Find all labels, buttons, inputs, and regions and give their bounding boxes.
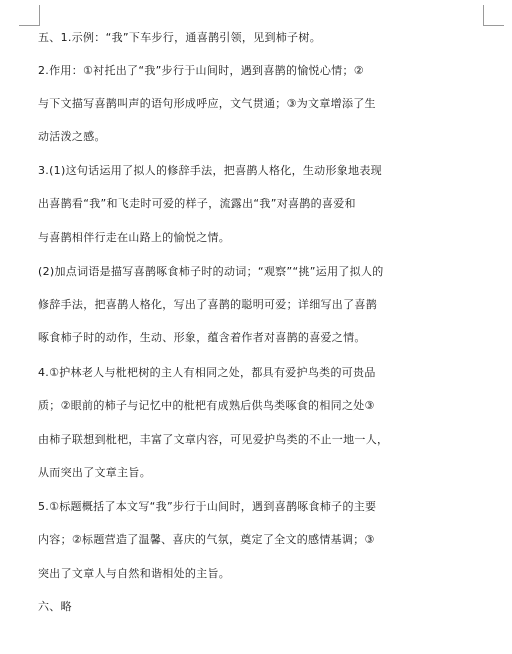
text-line: 动活泼之感。: [38, 130, 106, 143]
text-line: 5.①标题概括了本文写“我”步行于山间时，遇到喜鹊啄食柿子的主要: [38, 500, 377, 513]
section-heading: 六、略: [38, 600, 72, 613]
text-line: 修辞手法，把喜鹊人格化，写出了喜鹊的聪明可爱；详细写出了喜鹊: [38, 298, 377, 311]
text-line: 2.作用：①衬托出了“我”步行于山间时，遇到喜鹊的愉悦心情；②: [38, 64, 364, 77]
text-line: 与喜鹊相伴行走在山路上的愉悦之情。: [38, 231, 231, 244]
text-line: 出喜鹊看“我”和飞走时可爱的样子，流露出“我”对喜鹊的喜爱和: [38, 197, 356, 210]
text-line: (2)加点词语是描写喜鹊啄食柿子时的动词；“观察”“挑”运用了拟人的: [38, 265, 384, 278]
text-line: 质；②眼前的柿子与记忆中的枇杷有成熟后供鸟类啄食的相同之处③: [38, 399, 375, 412]
text-line: 啄食柿子时的动作，生动、形象，蕴含着作者对喜鹊的喜爱之情。: [38, 331, 366, 344]
text-line: 由柿子联想到枇杷，丰富了文章内容，可见爱护鸟类的不止一地一人，: [38, 433, 389, 446]
page-corner-mark-top-left: [19, 5, 40, 26]
text-line: 与下文描写喜鹊叫声的语句形成呼应，文气贯通；③为文章增添了生: [38, 97, 376, 110]
text-line: 3.(1)这句话运用了拟人的修辞手法，把喜鹊人格化，生动形象地表现: [38, 164, 382, 177]
text-line: 五、1.示例：“我”下车步行，通喜鹊引领，见到柿子树。: [38, 31, 321, 44]
text-line: 4.①护林老人与枇杷树的主人有相同之处，都具有爱护鸟类的可贵品: [38, 366, 376, 379]
text-line: 从而突出了文章主旨。: [38, 466, 151, 479]
page-corner-mark-top-right: [483, 5, 504, 26]
text-line: 内容；②标题营造了温馨、喜庆的气氛，奠定了全文的感情基调；③: [38, 533, 375, 546]
text-line: 突出了文章人与自然和谐相处的主旨。: [38, 567, 231, 580]
